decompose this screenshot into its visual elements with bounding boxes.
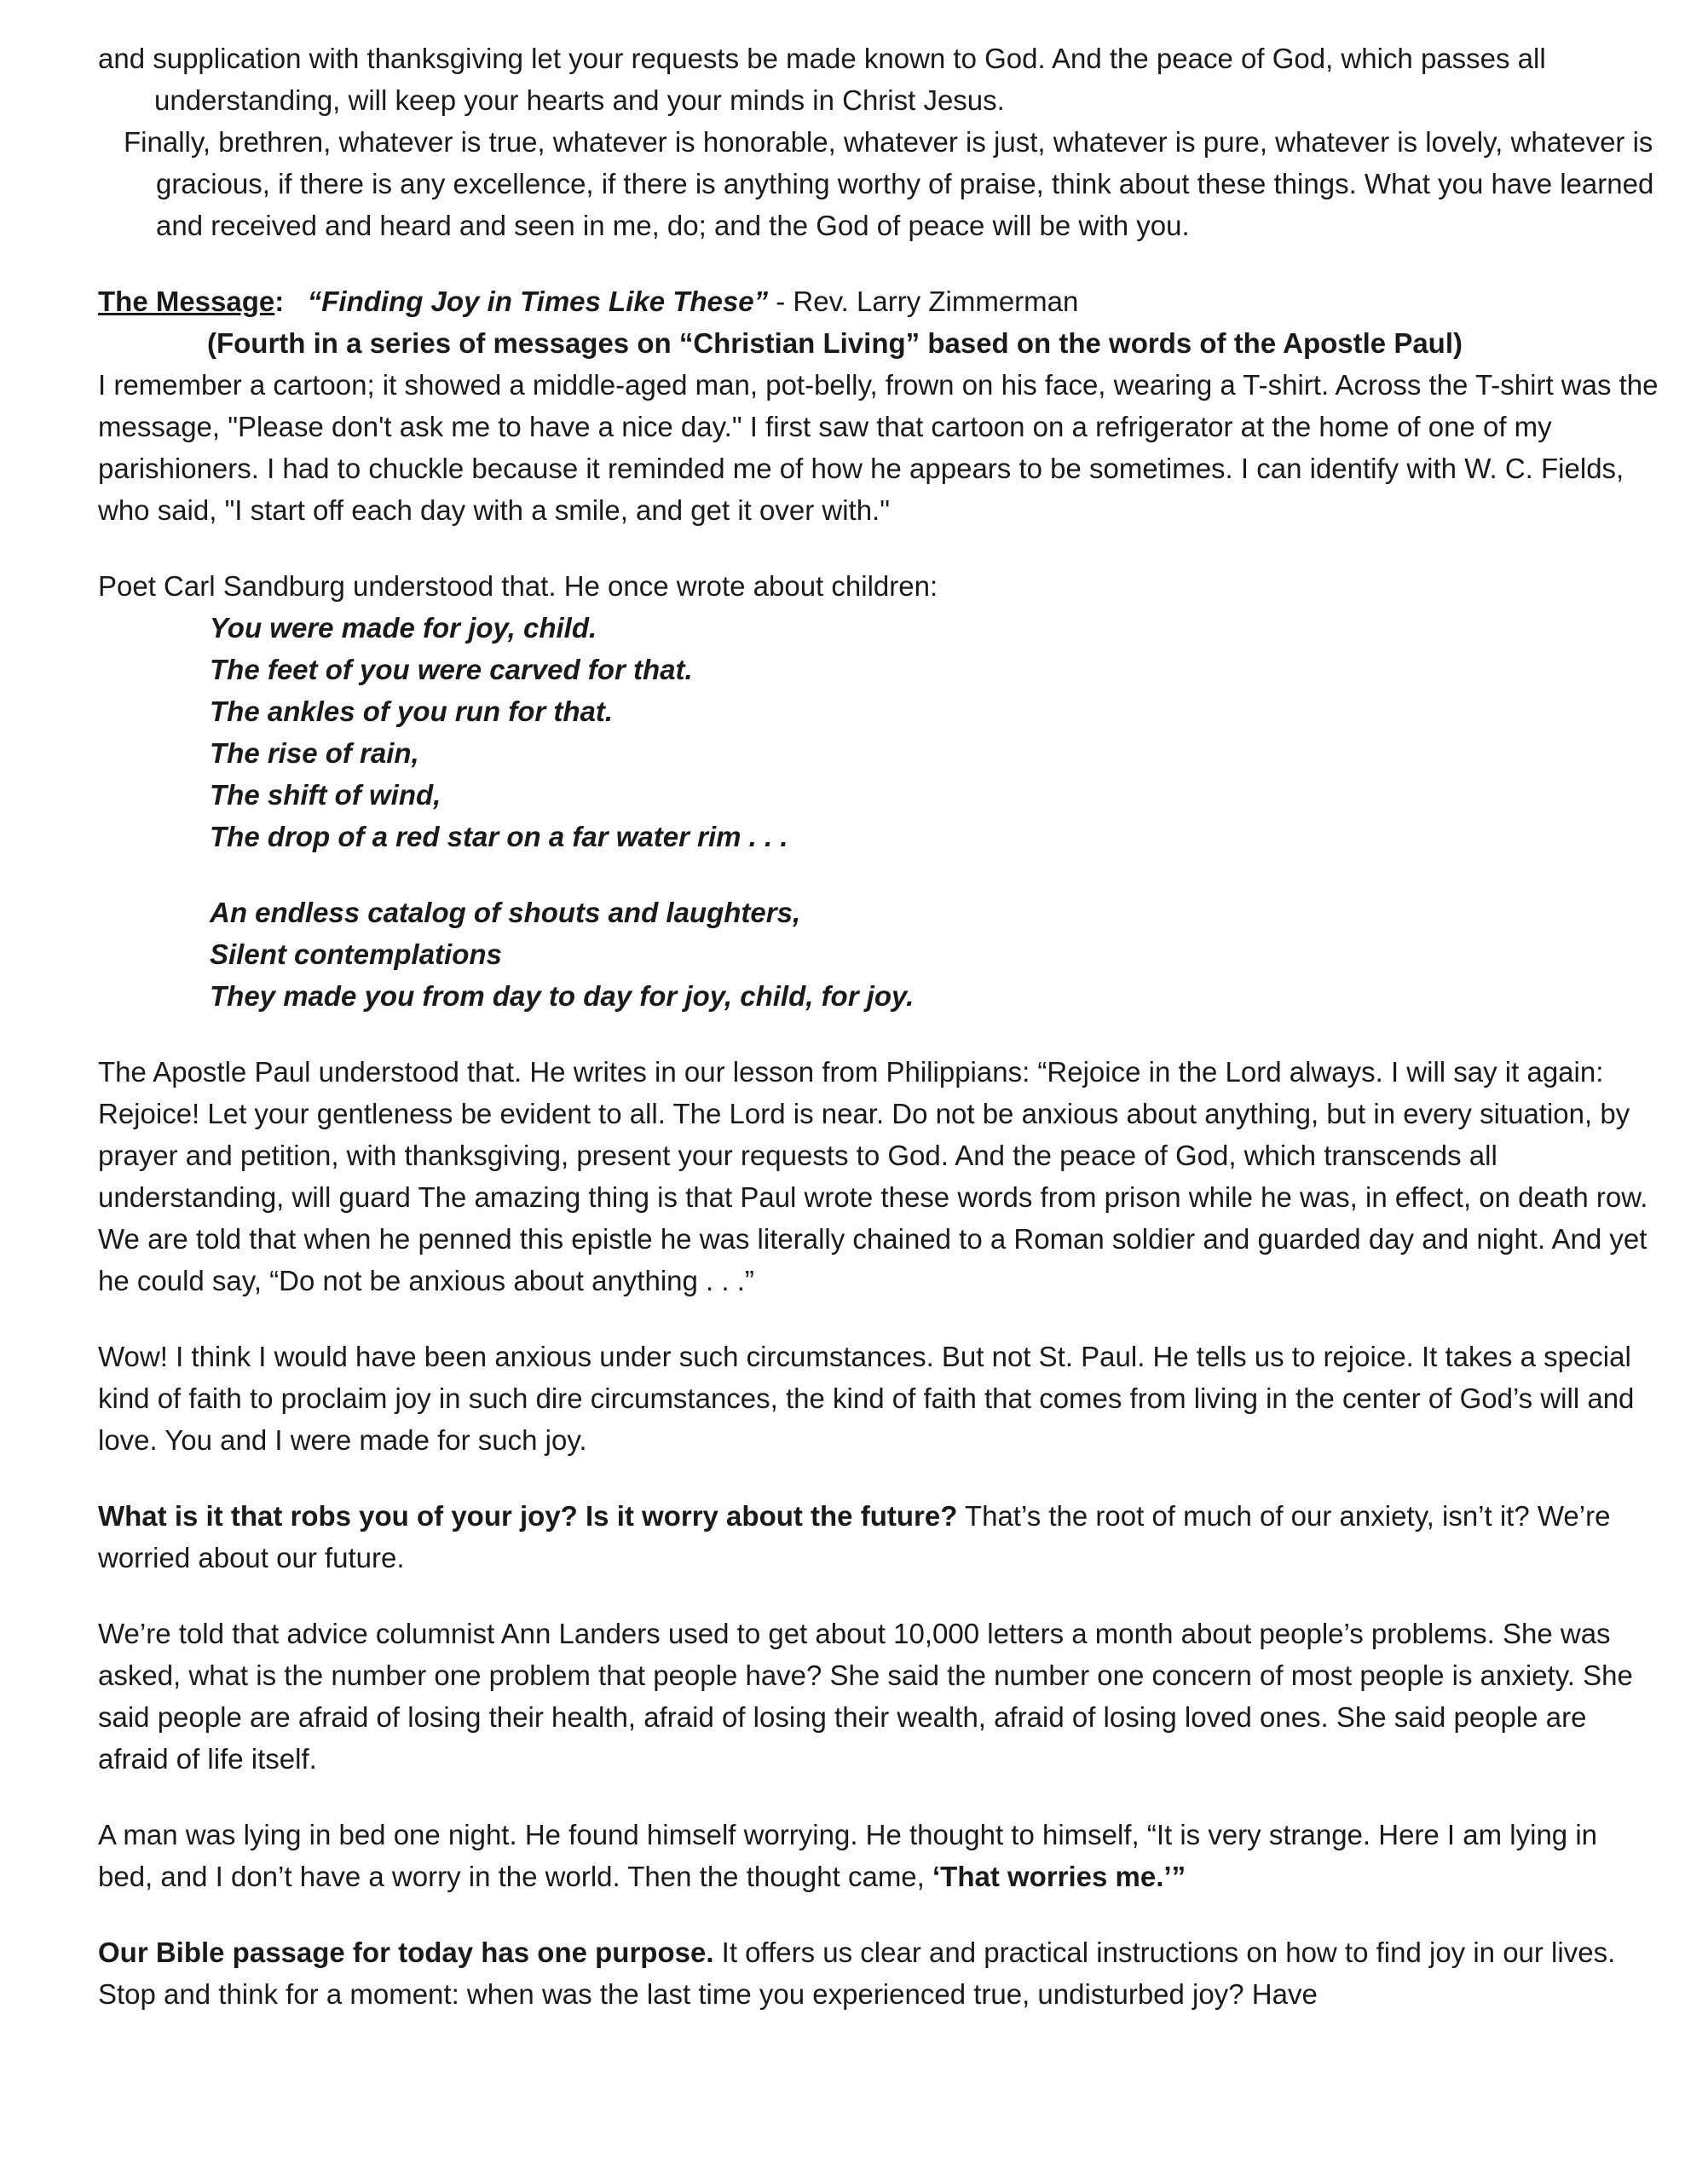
message-author: - Rev. Larry Zimmerman [768, 286, 1079, 317]
body-paragraph-5-bold: What is it that robs you of your joy? Is it worry about the future? [98, 1500, 958, 1532]
poem-stanza-1 [210, 607, 1659, 857]
poem-line: You were made for joy, child. [210, 612, 597, 644]
poem-line: Silent contemplations [210, 938, 502, 970]
poem-line: The shift of wind, [210, 779, 441, 811]
body-paragraph-8-bold: Our Bible passage for today has one purpose. [98, 1937, 714, 1968]
series-note: (Fourth in a series of messages on “Christian Living” based on the words of the Apostle Paul) [207, 327, 1463, 359]
body-paragraph-3: The Apostle Paul understood that. He writes in our lesson from Philippians: “Rejoice in the Lord always. I will say it again: Rejoice! Let your gentleness be evident to all. The Lord is near. Do not be anxious about anything, but in every situation, by prayer and petition, with thanksgiving, present your requests to God. And the peace of God, which transcends all understanding, will guard The amazing thing is that Paul wrote these words from prison while he was, in effect, on death row. We are told that when he penned this epistle he was literally chained to a Roman soldier and guarded day and night. And yet he could say, “Do not be anxious about anything . . .” [98, 1056, 1648, 1296]
body-paragraph-7 [98, 1814, 1659, 1897]
poem-stanza-2 [210, 892, 1659, 1017]
poem-line: They made you from day to day for joy, child, for joy. [210, 980, 915, 1012]
scripture-paragraph-2: Finally, brethren, whatever is true, whatever is honorable, whatever is just, whatever is pure, whatever is lovely, whatever is gracious, if there is any excellence, if there is anything worthy of praise, think about these things. What you have learned and received and heard and seen in me, do; and the God of peace will be with you. [124, 126, 1654, 241]
message-label: The Message [98, 286, 275, 317]
body-paragraph-5 [98, 1495, 1659, 1579]
body-paragraph-2: Poet Carl Sandburg understood that. He once wrote about children: [98, 570, 938, 602]
body-paragraph-4: Wow! I think I would have been anxious under such circumstances. But not St. Paul. He tells us to rejoice. It takes a special kind of faith to proclaim joy in such dire circumstances, the kind of faith that comes from living in the center of God’s will and love. You and I were made for such joy. [98, 1341, 1635, 1456]
body-paragraph-8-rest: It offers us clear and practical instructions on how to find joy in our lives. Stop and think for a moment: when was the last time you experienced true, undisturbed joy? Have [98, 1937, 1616, 2010]
poem-line: The feet of you were carved for that. [210, 654, 693, 685]
body-paragraph-7-bold: ‘That worries me.’” [932, 1861, 1186, 1892]
poem [98, 607, 1659, 1017]
body-paragraph-6: We’re told that advice columnist Ann Landers used to get about 10,000 letters a month about people’s problems. She was asked, what is the number one problem that people have? She said the number one concern of most people is anxiety. She said people are afraid of losing their health, afraid of losing their wealth, afraid of losing loved ones. She said people are afraid of life itself. [98, 1618, 1633, 1775]
message-heading [98, 280, 1659, 322]
poem-line: The rise of rain, [210, 737, 419, 769]
message-title: “Finding Joy in Times Like These” [307, 286, 769, 317]
body-paragraph-8 [98, 1931, 1659, 2015]
message-colon: : [274, 286, 285, 317]
poem-line: An endless catalog of shouts and laughters, [210, 897, 801, 928]
body-paragraph-1: I remember a cartoon; it showed a middle-aged man, pot-belly, frown on his face, wearing a T-shirt. Across the T-shirt was the message, "Please don't ask me to have a nice day." I first saw that cartoon on a refrigerator at the home of one of my parishioners. I had to chuckle because it reminded me of how he appears to be sometimes. I can identify with W. C. Fields, who said, "I start off each day with a smile, and get it over with." [98, 369, 1659, 526]
poem-line: The drop of a red star on a far water rim . . . [210, 821, 788, 852]
body-paragraph-7-start: A man was lying in bed one night. He found himself worrying. He thought to himself, “It is very strange. Here I am lying in bed, and I don’t have a worry in the world. Then the thought came, [98, 1819, 1598, 1892]
scripture-paragraph-1: and supplication with thanksgiving let your requests be made known to God. And the peace of God, which passes all understanding, will keep your hearts and your minds in Christ Jesus. [98, 43, 1546, 116]
body-paragraph-5-rest: That’s the root of much of our anxiety, isn’t it? We’re worried about our future. [98, 1500, 1611, 1573]
poem-line: The ankles of you run for that. [210, 696, 614, 727]
